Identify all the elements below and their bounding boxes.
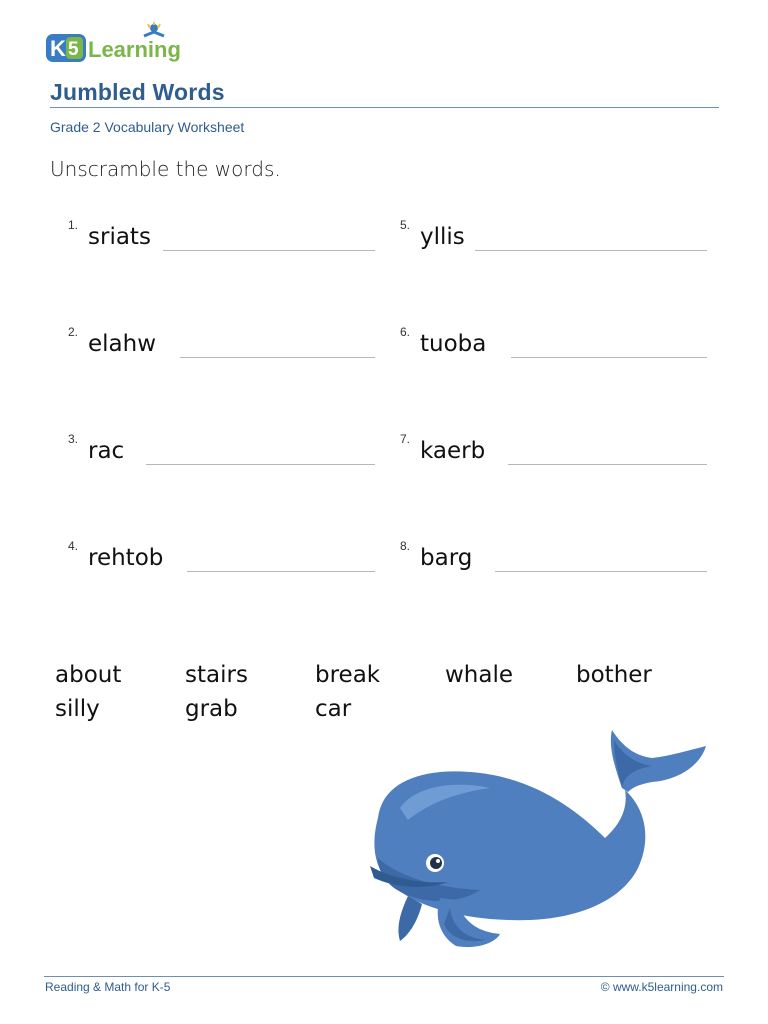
answer-line[interactable]: [180, 357, 375, 358]
whale-illustration: [360, 728, 710, 953]
k5-learning-logo: [44, 22, 204, 66]
jumbled-word: barg: [420, 545, 473, 571]
jumbled-word: tuoba: [420, 331, 487, 357]
question-item: [68, 539, 378, 579]
question-number: 3.: [68, 432, 79, 446]
footer-website: © www.k5learning.com: [600, 980, 723, 994]
jumbled-word: sriats: [88, 224, 151, 250]
footer-divider: [44, 976, 724, 977]
question-item: [68, 325, 378, 365]
worksheet-subtitle: Grade 2 Vocabulary Worksheet: [50, 119, 245, 135]
answer-line[interactable]: [495, 571, 707, 572]
jumbled-word: rac: [88, 438, 125, 464]
jumbled-word: kaerb: [420, 438, 486, 464]
question-number: 1.: [68, 218, 79, 232]
question-item: [400, 325, 710, 365]
question-number: 8.: [400, 539, 411, 553]
word-bank-item: grab: [185, 696, 238, 722]
word-bank-item: whale: [445, 662, 514, 688]
answer-line[interactable]: [511, 357, 707, 358]
word-bank-item: stairs: [185, 662, 248, 688]
worksheet-title: Jumbled Words: [50, 79, 225, 105]
footer-tagline: Reading & Math for K-5: [45, 980, 171, 994]
question-item: [400, 218, 710, 258]
jumbled-word: rehtob: [88, 545, 164, 571]
question-item: [400, 432, 710, 472]
question-number: 5.: [400, 218, 411, 232]
svg-text:5: 5: [68, 39, 79, 60]
question-number: 7.: [400, 432, 411, 446]
question-item: [68, 218, 378, 258]
title-divider: [50, 107, 719, 108]
question-number: 6.: [400, 325, 411, 339]
jumbled-word: yllis: [420, 224, 465, 250]
answer-line[interactable]: [475, 250, 707, 251]
word-bank-item: bother: [576, 662, 652, 688]
word-bank-item: car: [315, 696, 352, 722]
answer-line[interactable]: [187, 571, 375, 572]
answer-line[interactable]: [163, 250, 375, 251]
jumbled-word: elahw: [88, 331, 157, 357]
question-item: [400, 539, 710, 579]
svg-text:K: K: [50, 36, 66, 61]
question-item: [68, 432, 378, 472]
question-number: 4.: [68, 539, 79, 553]
answer-line[interactable]: [508, 464, 707, 465]
word-bank-item: silly: [55, 696, 100, 722]
question-number: 2.: [68, 325, 79, 339]
answer-line[interactable]: [146, 464, 375, 465]
svg-text:Learning: Learning: [88, 37, 181, 62]
word-bank-item: break: [315, 662, 381, 688]
word-bank-item: about: [55, 662, 122, 688]
instructions-text: Unscramble the words.: [50, 157, 281, 181]
